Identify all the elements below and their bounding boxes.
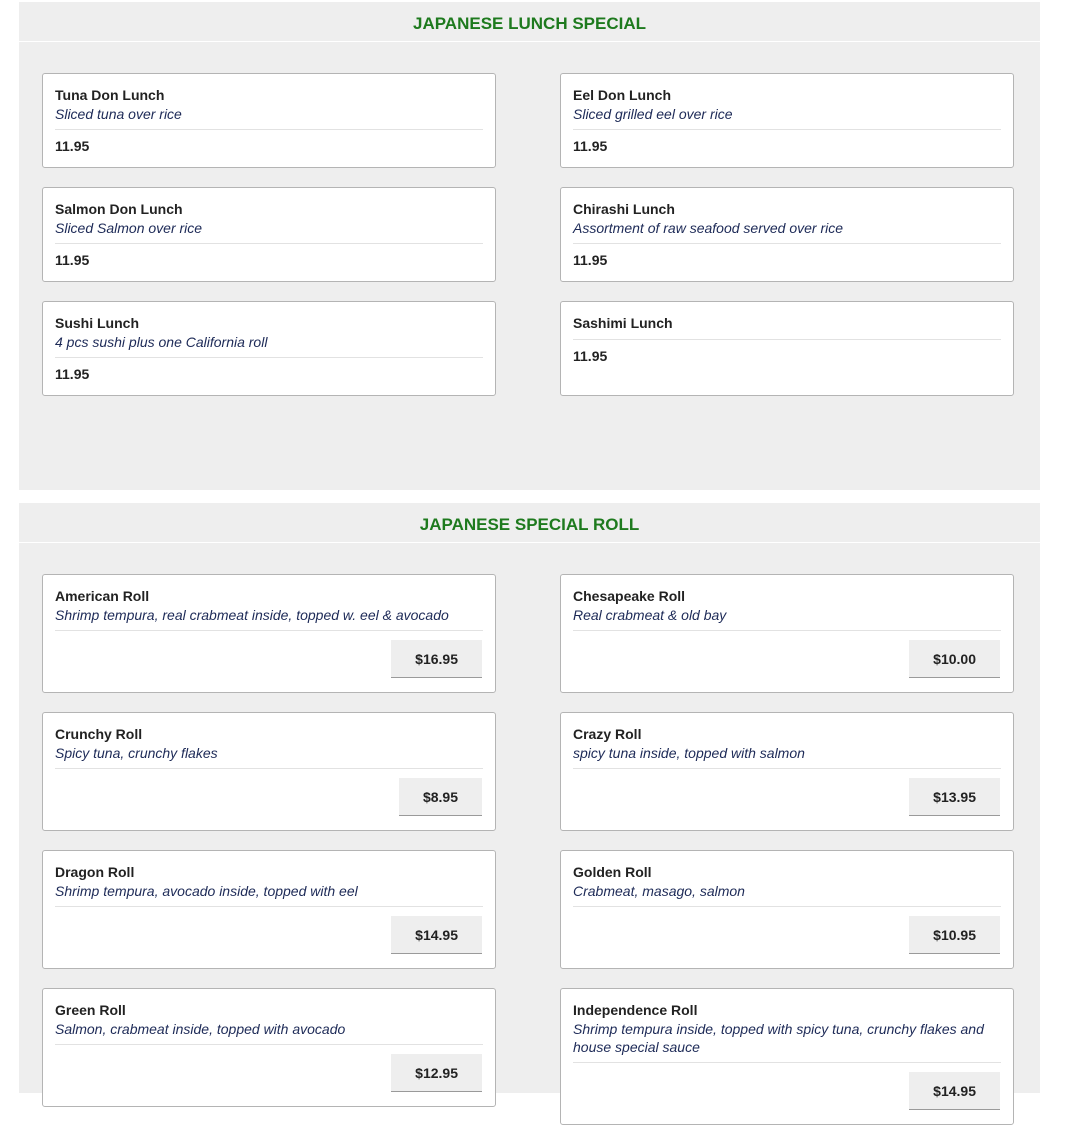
menu-item-dragon-roll[interactable] — [42, 850, 496, 969]
item-description: Sliced tuna over rice — [55, 106, 182, 122]
menu-item-eel-don-lunch[interactable] — [560, 73, 1014, 168]
item-name: Dragon Roll — [55, 864, 135, 880]
item-description: Crabmeat, masago, salmon — [573, 883, 745, 899]
add-to-order-button[interactable]: $13.95 — [909, 778, 1000, 816]
item-description: Shrimp tempura, real crabmeat inside, topped w. eel & avocado — [55, 607, 449, 623]
item-name: Salmon Don Lunch — [55, 201, 183, 217]
item-name: Golden Roll — [573, 864, 652, 880]
item-price: 11.95 — [573, 348, 608, 364]
special-roll-section — [19, 503, 1040, 1099]
section-divider — [19, 41, 1040, 42]
item-description: spicy tuna inside, topped with salmon — [573, 745, 805, 761]
item-description: Shrimp tempura inside, topped with spicy tuna, crunchy flakes and house special sauce — [573, 1021, 984, 1055]
item-name: Independence Roll — [573, 1002, 698, 1018]
item-divider — [55, 906, 483, 907]
menu-item-crunchy-roll[interactable] — [42, 712, 496, 831]
item-price: 11.95 — [573, 138, 608, 154]
add-to-order-button[interactable]: $8.95 — [399, 778, 482, 816]
item-name: Sushi Lunch — [55, 315, 139, 331]
item-description: Salmon, crabmeat inside, topped with avocado — [55, 1021, 346, 1037]
add-to-order-button[interactable]: $12.95 — [391, 1054, 482, 1092]
lunch-special-section — [19, 2, 1040, 490]
menu-item-chirashi-lunch[interactable] — [560, 187, 1014, 282]
item-description: Shrimp tempura, avocado inside, topped with eel — [55, 883, 358, 899]
item-name: Sashimi Lunch — [573, 315, 673, 331]
item-name: Green Roll — [55, 1002, 126, 1018]
item-name: Tuna Don Lunch — [55, 87, 165, 103]
item-name: Crazy Roll — [573, 726, 642, 742]
item-name: Crunchy Roll — [55, 726, 143, 742]
item-divider — [573, 243, 1001, 244]
item-name: Eel Don Lunch — [573, 87, 671, 103]
item-divider — [573, 906, 1001, 907]
item-divider — [55, 357, 483, 358]
item-divider — [573, 768, 1001, 769]
item-divider — [573, 1062, 1001, 1063]
menu-item-sashimi-lunch[interactable] — [560, 301, 1014, 396]
item-description: Real crabmeat & old bay — [573, 607, 727, 623]
item-name: American Roll — [55, 588, 150, 604]
item-price: 11.95 — [55, 252, 90, 268]
item-divider — [55, 129, 483, 130]
item-price: 11.95 — [55, 366, 90, 382]
menu-item-independence-roll[interactable] — [560, 988, 1014, 1125]
add-to-order-button[interactable]: $14.95 — [391, 916, 482, 954]
menu-item-sushi-lunch[interactable] — [42, 301, 496, 396]
item-divider — [573, 630, 1001, 631]
item-name: Chirashi Lunch — [573, 201, 675, 217]
section-title-special-roll: JAPANESE SPECIAL ROLL — [419, 515, 640, 534]
item-divider — [55, 1044, 483, 1045]
add-to-order-button[interactable]: $10.95 — [909, 916, 1000, 954]
menu-item-crazy-roll[interactable] — [560, 712, 1014, 831]
item-divider — [573, 339, 1001, 340]
item-description: 4 pcs sushi plus one California roll — [55, 334, 268, 350]
item-description: Sliced grilled eel over rice — [573, 106, 733, 122]
item-divider — [573, 129, 1001, 130]
menu-item-american-roll[interactable] — [42, 574, 496, 693]
menu-item-chesapeake-roll[interactable] — [560, 574, 1014, 693]
menu-item-salmon-don-lunch[interactable] — [42, 187, 496, 282]
menu-item-tuna-don-lunch[interactable] — [42, 73, 496, 168]
item-price: 11.95 — [573, 252, 608, 268]
item-divider — [55, 768, 483, 769]
item-price: 11.95 — [55, 138, 90, 154]
item-divider — [55, 243, 483, 244]
item-description: Spicy tuna, crunchy flakes — [55, 745, 218, 761]
section-divider — [19, 542, 1040, 543]
section-title-lunch-special: JAPANESE LUNCH SPECIAL — [413, 14, 646, 33]
item-description: Sliced Salmon over rice — [55, 220, 203, 236]
add-to-order-button[interactable]: $10.00 — [909, 640, 1000, 678]
item-name: Chesapeake Roll — [573, 588, 686, 604]
add-to-order-button[interactable]: $16.95 — [391, 640, 482, 678]
item-description: Assortment of raw seafood served over rice — [573, 220, 844, 236]
add-to-order-button[interactable]: $14.95 — [909, 1072, 1000, 1110]
menu-item-green-roll[interactable] — [42, 988, 496, 1107]
item-divider — [55, 630, 483, 631]
menu-item-golden-roll[interactable] — [560, 850, 1014, 969]
